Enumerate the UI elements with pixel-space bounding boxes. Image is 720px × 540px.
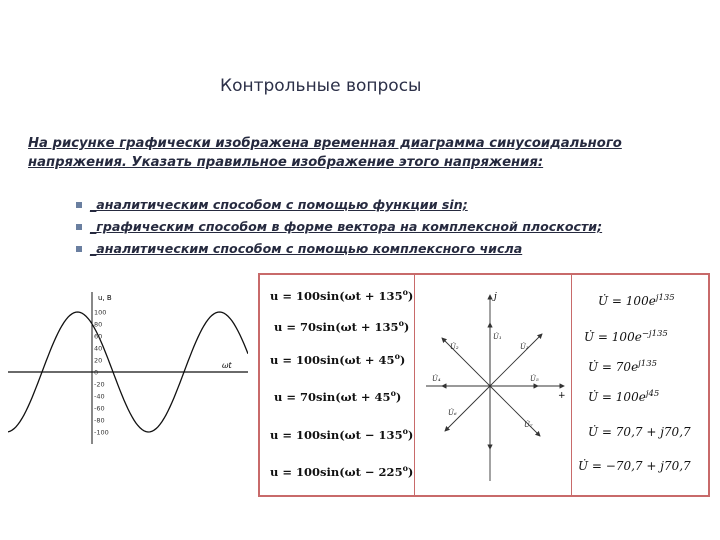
y-tick-label: -80 xyxy=(94,416,105,425)
option-item xyxy=(76,216,602,238)
option-item xyxy=(76,194,602,216)
slide-title: Контрольные вопросы xyxy=(220,76,422,96)
vector-label: U̇₅ xyxy=(530,375,539,383)
y-tick-label: -40 xyxy=(94,392,105,401)
sin-equation[interactable]: $u = 100\sin(\omega t - 135^o)$ xyxy=(270,426,414,442)
complex-plane xyxy=(420,281,568,493)
complex-form[interactable]: U̇ = −70,7 + j70,7 xyxy=(578,459,691,473)
y-axis-label: u, B xyxy=(98,294,112,302)
y-tick-label: -20 xyxy=(94,380,105,389)
sin-equation[interactable]: $u = 100\sin(\omega t + 45^o)$ xyxy=(270,351,406,367)
answer-panel xyxy=(258,273,710,497)
vector-label: U̇₇ xyxy=(524,421,533,429)
option-label: _аналитическим способом с помощью функции sin; xyxy=(90,197,468,212)
bullet-icon xyxy=(76,202,82,208)
sin-equation[interactable]: $u = 100\sin(\omega t - 225^o)$ xyxy=(270,463,414,479)
answer-options xyxy=(76,194,602,260)
complex-form[interactable]: U̇ = 70,7 + j70,7 xyxy=(588,425,691,439)
bullet-icon xyxy=(76,246,82,252)
y-tick-label: 100 xyxy=(94,308,107,317)
y-tick-label: -60 xyxy=(94,404,105,413)
complex-form[interactable]: U̇ = $70e^{j135}$ xyxy=(588,359,658,374)
vector-label: U̇₃ xyxy=(520,343,529,351)
plus-axis-label: + xyxy=(558,391,566,401)
y-tick-label: 0 xyxy=(94,368,99,377)
voltage-waveform xyxy=(8,288,248,448)
sin-equation[interactable]: $u = 70\sin(\omega t + 135^o)$ xyxy=(274,318,410,334)
complex-form[interactable]: U̇ = $100e^{-j135}$ xyxy=(584,329,668,344)
complex-form[interactable]: U̇ = $100e^{j135}$ xyxy=(598,293,675,308)
complex-form[interactable]: U̇ = $100e^{j45}$ xyxy=(588,389,660,404)
vector-label: U̇₆ xyxy=(448,409,457,417)
sin-equation[interactable]: $u = 70\sin(\omega t + 45^o)$ xyxy=(274,388,402,404)
panel-divider xyxy=(414,275,415,495)
bullet-icon xyxy=(76,224,82,230)
option-label: _графическим способом в форме вектора на комплексной плоскости; xyxy=(90,219,603,234)
j-axis-label: j xyxy=(494,292,497,302)
option-item xyxy=(76,238,602,260)
y-tick-label: 20 xyxy=(94,356,103,365)
vector-label: U̇₂ xyxy=(450,343,459,351)
y-tick-label: 40 xyxy=(94,344,103,353)
option-label: _аналитическим способом с помощью комплексного числа xyxy=(90,241,523,256)
vector-label: U̇₁ xyxy=(493,333,502,341)
x-axis-label: ωt xyxy=(222,361,232,370)
y-tick-label: -100 xyxy=(94,428,109,437)
sin-equation[interactable]: $u = 100\sin(\omega t + 135^o)$ xyxy=(270,287,414,303)
y-tick-label: 60 xyxy=(94,332,103,341)
vector-label: U̇₄ xyxy=(432,375,441,383)
y-tick-label: 80 xyxy=(94,320,103,329)
panel-divider xyxy=(571,275,572,495)
question-text: На рисунке графически изображена временная диаграмма синусоидального напряжения. Указать правильное изображение этого напряжения: xyxy=(28,136,622,170)
